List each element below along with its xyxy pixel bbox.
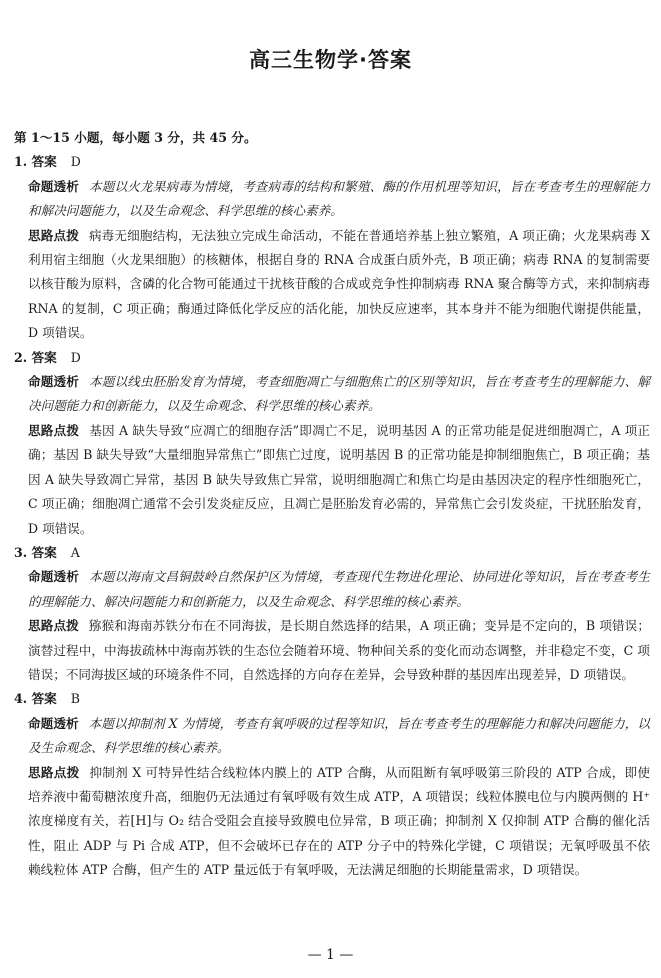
page-title: 高三生物学·答案 [249,48,412,72]
silu-dianbo [14,614,650,687]
answer-letter: A [70,544,80,560]
answer-content [14,126,650,883]
silu-dianbo [14,224,650,346]
toushi-text: 本题以线虫胚胎发育为情境，考查细胞凋亡与细胞焦亡的区别等知识，旨在考查考生的理解能力、解决问题能力和创新能力，以及生命观念、科学思维的核心素养。 [28,374,651,414]
mingti-toushi [14,712,650,761]
dianbo-label: 思路点拨 [28,764,80,780]
toushi-label: 命题透析 [28,178,80,194]
toushi-text: 本题以海南文昌铜鼓岭自然保护区为情境，考查现代生物进化理论、协同进化等知识，旨在考查考生的理解能力、解决问题能力和创新能力，以及生命观念、科学思维的核心素养。 [28,569,651,609]
dianbo-label: 思路点拨 [28,618,79,634]
dianbo-label: 思路点拨 [28,422,80,438]
answer-label: 答案 [31,349,57,365]
mingti-toushi [14,370,650,419]
mingti-toushi [14,175,650,224]
dianbo-text: 基因 A 缺失导致“应凋亡的细胞存活”即凋亡不足，说明基因 A 的正常功能是促进细胞凋亡，A 项正确；基因 B 缺失导致“大量细胞异常焦亡”即焦亡过度，说明基因 B 的正常功能是抑制细胞焦亡，B 项正确；基因 A 缺失导致凋亡异常，基因 B 缺失导致焦亡异常，说明细胞凋亡和焦亡均是由基因决定的程序性细胞死亡，C 项正确；细胞凋亡通常不会引发炎症反应，且凋亡是胚胎发育必需的，异常焦亡会引发炎症，干扰胚胎发育，D 项错误。 [28,422,650,536]
dianbo-text: 病毒无细胞结构，无法独立完成生命活动，不能在普通培养基上独立繁殖，A 项正确；火龙果病毒 X 利用宿主细胞（火龙果细胞）的核糖体，根据自身的 RNA 合成蛋白质外壳，B 项正确；病毒 RNA 的复制需要以核苷酸为原料，含磷的化合物可能通过干扰核苷酸的合成或竞争性抑制病毒 RNA 聚合酶等方式，来抑制病毒 RNA 的复制，C 项正确；酶通过降低化学反应的活化能，加快反应速率，其本身并不能为细胞代谢提供能量，D 项错误。 [28,227,651,341]
toushi-label: 命题透析 [28,715,79,731]
answer-letter: D [70,154,81,170]
dianbo-text: 猕猴和海南苏铁分布在不同海拔，是长期自然选择的结果，A 项正确；变异是不定向的，B 项错误；演替过程中，中海拔疏林中海南苏铁的生态位会随着环境、物种间关系的变化而动态调整，并非稳定不变，C 项错误；不同海拔区域的环境条件不同，自然选择的方向存在差异，会导致种群的基因库出现差异，D 项错误。 [28,618,651,682]
answer-label: 答案 [31,691,57,707]
silu-dianbo [14,419,650,541]
question-block [14,346,650,541]
question-block [14,541,650,687]
toushi-text: 本题以火龙果病毒为情境，考查病毒的结构和繁殖、酶的作用机理等知识，旨在考查考生的理解能力和解决问题能力，以及生命观念、科学思维的核心素养。 [28,178,651,219]
answer-label: 答案 [31,544,57,560]
section-intro: 第 1～15 小题，每小题 3 分，共 45 分。 [14,130,257,145]
dianbo-text: 抑制剂 X 可特异性结合线粒体内膜上的 ATP 合酶，从而阻断有氧呼吸第三阶段的 ATP 合成，即使培养液中葡萄糖浓度升高，细胞仍无法通过有氧呼吸有效生成 ATP，A 项错误；线粒体膜电位与内膜两侧的 H⁺ 浓度梯度有关，若[H]与 O₂ 结合受阻会直接导致膜电位异常，B 项正确；抑制剂 X 仅抑制 ATP 合酶的催化活性，阻止 ADP 与 Pi 合成 ATP，但不会破坏已存在的 ATP 分子中的特殊化学键，C 项错误；无氧呼吸虽不依赖线粒体 ATP 合酶，但产生的 ATP 量远低于有氧呼吸，无法满足细胞的长期能量需求，D 项错误。 [28,764,651,878]
page-number: — 1 — [307,947,354,963]
mingti-toushi [14,565,650,614]
toushi-label: 命题透析 [28,374,80,390]
toushi-text: 本题以抑制剂 X 为情境，考查有氧呼吸的过程等知识，旨在考查考生的理解能力和解决问题能力，以及生命观念、科学思维的核心素养。 [28,715,650,756]
answer-line [14,687,650,711]
toushi-label: 命题透析 [28,569,80,585]
silu-dianbo [14,761,650,883]
question-block [14,150,650,345]
answer-line [14,541,650,565]
answer-line [14,346,650,370]
question-block [14,687,650,882]
answer-label: 答案 [31,154,57,170]
question-number: 1. [14,154,28,170]
question-number: 4. [14,691,28,707]
question-number: 2. [14,349,28,365]
answer-line [14,150,650,174]
answer-letter: B [70,691,80,707]
question-number: 3. [14,544,28,560]
answer-letter: D [70,349,81,365]
dianbo-label: 思路点拨 [28,227,79,243]
